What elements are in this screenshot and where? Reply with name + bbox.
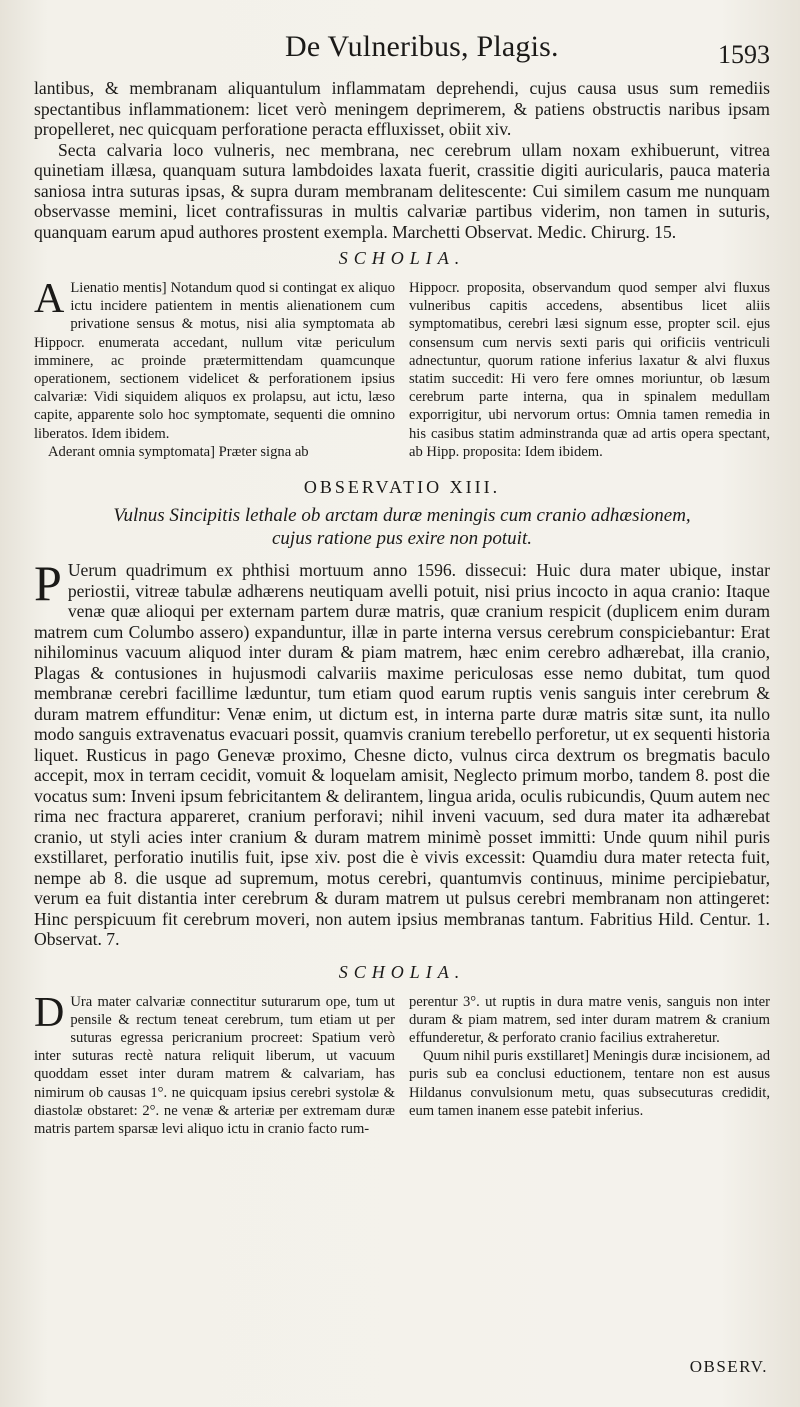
observatio-title-line-1: Vulnus Sincipitis lethale ob arctam duræ meningis cum cranio adhæsionem, bbox=[113, 505, 691, 527]
page-number: 1593 bbox=[718, 40, 770, 69]
scholia-1-left-text-2: Aderant omnia symptomata] Præter signa ab bbox=[48, 443, 309, 460]
paragraph-continued: lantibus, & membranam aliquantulum inflammatam deprehendi, cujus causa usus sum remediis spectantibus inflammationem: licet verò meningem deprimerem, & patiens obstructis naribus ipsam propelleret, nec quicquam perforatione peracta effluxisset, obiit xiv. bbox=[34, 78, 770, 139]
dropcap-p: P bbox=[34, 555, 62, 612]
observatio-title-line-2: cujus ratione pus exire non potuit. bbox=[272, 528, 532, 550]
observatio-heading: OBSERVATIO XIII. bbox=[303, 477, 501, 498]
dropcap-a: A bbox=[34, 276, 65, 322]
observatio-text: Uerum quadrimum ex phthisi mortuum anno 1596. dissecui: Huic dura mater ubique, instar periostii, vitreæ tabulæ adhærens neutiquam avelli potuit, nisi prius incocto in aqua cranio: Itaque venæ quæ alioqui per externam partem duræ matris, quæ cranium respicit (duplicem enim duram matrem cum Columbo assero) expanduntur, illæ in parte interna versus cerebrum conspiciebantur: Erat nihilominus vacuum aliquod inter duram & piam matrem, hæc enim cerebro adhærebat, illa cranio, Plagas & contusiones in hujusmodi calvariis maxime periculosas esse nemo dubitat, tum quod membranæ cerebri facillime læduntur, tum etiam quod earum ruptis venis sanguis inter cerebrum & duram matrem effunditur: Venæ enim, ut dictum est, in interna parte duræ matris sitæ sunt, ita nullo modo sanguis extravenatus evacuari possit, quamvis cranium terebello perforetur, ut ex sequenti historia liquet. Rusticus in pago Genevæ proximo, Chesne dicto, vulnus circa dextrum os bregmatis baculo accepit, mox in terram cecidit, vomuit & loquelam amisit, Neglecto primum morbo, tandem 8. post die vocatus sum: Inveni ipsum febricitantem & delirantem, lingua arida, oculis rubicundis, Quum autem nec rima nec fractura appareret, cranium perforavi; nihil inveni vacuum, sed dura mater ita adhærebat cranio, ut styli acies inter cranium & duram matrem minimè posset immitti: Unde quum nihil puris exstillaret, perforatio inutilis fuit, ipse xiv. post die è vivis excessit: Quamdiu dura mater retecta fuit, nempe ab 8. die usque ad supremum, motus cerebri, quantumvis continuus, minime percipiebatur, verum ea fuit distantia inter cerebrum & duram matrem ut pulsus cerebri membranam non attingeret: Hinc perspicuum fit cerebrum moveri, non autem ipsius membranas tantum. Fabritius Hild. Centur. 1. Observat. 7. bbox=[34, 560, 770, 950]
scholia-heading-1: SCHOLIA. bbox=[338, 248, 466, 268]
scholia-1-left-column bbox=[34, 276, 395, 461]
scholia-2-left-column bbox=[34, 989, 395, 1139]
scholia-1-right-column bbox=[409, 279, 770, 461]
scholia-2-right-column bbox=[409, 993, 770, 1139]
page-header bbox=[0, 30, 800, 70]
scholia-1-left-text: Lienatio mentis] Notandum quod si contingat ex aliquo ictu incidere patientem in mentis alienationem cum privatione sensus & motus, nisi alia symptomata ab Hippocr. enumerata accedant, nullum vitæ periculum imminere, ac proinde prætermittendam quamcunque operationem, sectionem videlicet & perforationem ipsius calvariæ: Vidi siquidem aliquos ex prolapsu, aut ictu, læso capite, apparente solo hoc symptomate, sequenti die omnino liberatos. Idem ibidem. bbox=[34, 280, 395, 442]
scholia-heading-2: SCHOLIA. bbox=[338, 961, 466, 982]
scholia-1-right-text: Hippocr. proposita, observandum quod semper alvi fluxus vulneribus capitis accedens, absentibus licet aliis symptomatibus, cerebri læsi signum esse, propter scil. ejus consensum cum nervis sexti paris qui orificiis ventriculi adnectuntur, quorum ratione inferius laxatur & alvi fluxus statim succedit: Hi vero fere omnes moriuntur, ob læsum cerebrum parte interna, qua in spinalem medullam exporrigitur, ubi nervorum ortus: Omnia tamen remedia in his casibus statim adminstranda quæ ad artis opera spectant, ab Hipp. proposita: Idem ibidem. bbox=[409, 280, 770, 460]
scholia-2-right-text-2: Quum nihil puris exstillaret] Meningis duræ incisionem, ad puris sub ea conclusi eductionem, tentare non est ausus Hildanus convulsionum metu, quas subsecuturas credidit, eum tamen inanem esse patebit inferius. bbox=[409, 1048, 770, 1119]
observatio-text-block bbox=[34, 555, 770, 950]
scholia-columns-2 bbox=[34, 989, 770, 1139]
paragraph-secta: Secta calvaria loco vulneris, nec membrana, nec cerebrum ullam noxam exhibuerunt, vitrea quinetiam illæsa, quanquam sutura lambdoides laxata fuerit, crassitie digiti auricularis, pauca materia saniosa intra suturas ipsas, & supra duram membranam delitescente: Cui similem casum me nunquam observasse memini, licet contrafissuras in multis calvariæ partibus viderim, non tamen in suturis, quanquam earum apud authores prostent exempla. Marchetti Observat. Medic. Chirurg. 15. bbox=[34, 139, 770, 242]
observatio-title bbox=[34, 504, 770, 550]
catchword: OBSERV. bbox=[689, 1357, 768, 1376]
scholia-columns-1 bbox=[34, 276, 770, 461]
running-title: De Vulneribus, Plagis. bbox=[285, 30, 559, 63]
scholia-2-left-text: Ura mater calvariæ connectitur suturarum ope, tum ut pensile & rectum teneat cerebrum, tum etiam ut per suturas egressa pericranium procreet: Spatium verò inter suturas rectè natura reliquit liberum, ut vacuum quoddam esset inter duram matrem & calvariam, has nimirum ob causas 1°. ne quicquam ipsius cerebri systolæ & diastolæ obstaret: 2°. ne venæ & arteriæ per extremam duræ matris partem sparsæ levi aliquo ictu in cranio facto rum- bbox=[34, 993, 395, 1137]
page-body bbox=[34, 78, 770, 1138]
dropcap-d: D bbox=[34, 989, 65, 1036]
scholia-2-right-text: perentur 3°. ut ruptis in dura matre venis, sanguis non inter duram & piam matrem, sed inter duram matrem & cranium effunderetur, & perforato cranio facilius extraheretur. bbox=[409, 993, 770, 1046]
